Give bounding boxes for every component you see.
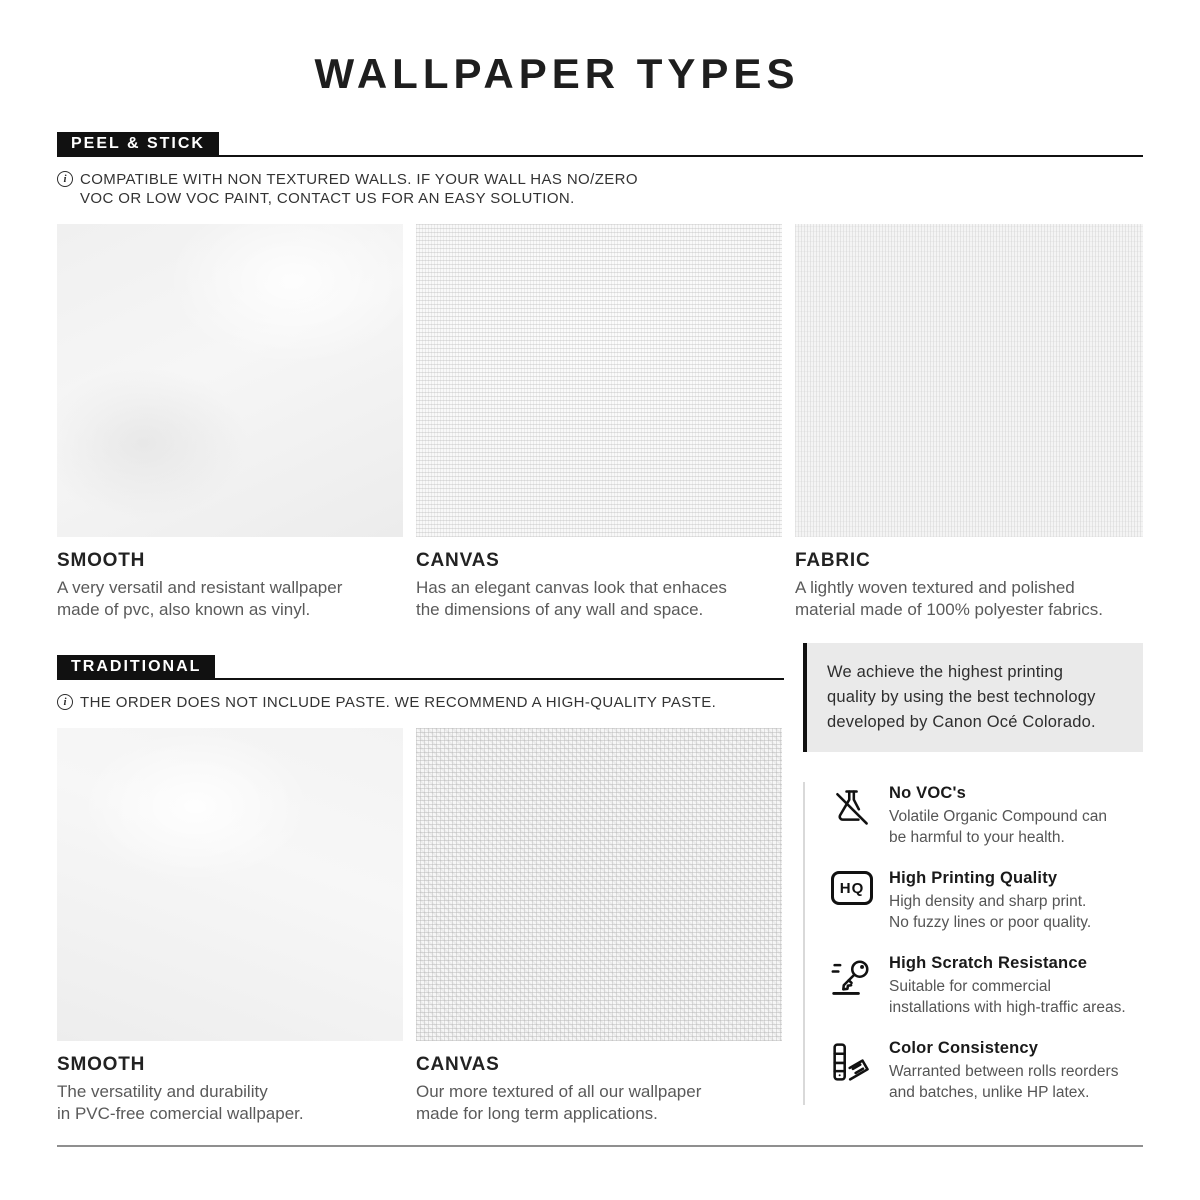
traditional-note (57, 693, 784, 712)
info-icon: i (57, 171, 73, 187)
desc-line: No fuzzy lines or poor quality. (889, 914, 1092, 931)
quote-line: We achieve the highest printing (827, 663, 1064, 681)
quote-line: developed by Canon Océ Colorado. (827, 713, 1096, 731)
feature-color-consistency (831, 1039, 1143, 1103)
smooth-texture-image (57, 728, 403, 1041)
desc-line: Warranted between rolls reorders (889, 1063, 1119, 1080)
feature-description (889, 1061, 1118, 1103)
canvas-texture-image (416, 728, 782, 1041)
no-voc-flask-icon (831, 784, 877, 848)
traditional-badge: TRADITIONAL (57, 655, 215, 680)
desc-line: The versatility and durability (57, 1082, 268, 1101)
feature-list (803, 782, 1143, 1105)
feature-description (889, 891, 1091, 933)
color-swatch-fan-icon (831, 1039, 877, 1103)
feature-high-printing-quality (831, 869, 1143, 933)
bottom-divider (57, 1145, 1143, 1147)
printing-quality-quote (803, 643, 1143, 752)
note-text (80, 693, 716, 712)
peel-stick-swatch-row (57, 224, 1143, 621)
title-wrap (57, 50, 1057, 98)
desc-line: installations with high-traffic areas. (889, 999, 1126, 1016)
hq-badge-icon (831, 869, 877, 933)
peel-stick-badge: PEEL & STICK (57, 132, 219, 157)
feature-title: High Scratch Resistance (889, 954, 1088, 972)
header-rule (219, 155, 1143, 157)
note-line: VOC OR LOW VOC PAINT, CONTACT US FOR AN EASY SOLUTION. (80, 190, 575, 207)
feature-no-vocs (831, 784, 1143, 848)
traditional-swatch-row (57, 728, 784, 1125)
feature-body (877, 784, 1107, 848)
feature-description (889, 976, 1126, 1018)
info-icon: i (57, 694, 73, 710)
desc-line: Our more textured of all our wallpaper (416, 1082, 702, 1101)
desc-line: A very versatil and resistant wallpaper (57, 578, 343, 597)
section-header-traditional (57, 655, 784, 680)
swatch-smooth (57, 224, 403, 621)
swatch-name: SMOOTH (57, 1054, 146, 1075)
swatch-fabric (795, 224, 1143, 621)
note-line: THE ORDER DOES NOT INCLUDE PASTE. WE RECOMMEND A HIGH-QUALITY PASTE. (80, 694, 717, 711)
feature-description (889, 806, 1107, 848)
note-text (80, 170, 638, 208)
swatch-name: CANVAS (416, 1054, 500, 1075)
feature-body (877, 954, 1126, 1018)
note-line: COMPATIBLE WITH NON TEXTURED WALLS. IF YOUR WALL HAS NO/ZERO (80, 171, 638, 188)
desc-line: in PVC-free comercial wallpaper. (57, 1104, 304, 1123)
canvas-texture-image (416, 224, 782, 537)
desc-line: and batches, unlike HP latex. (889, 1084, 1090, 1101)
desc-line: the dimensions of any wall and space. (416, 600, 704, 619)
fabric-texture-image (795, 224, 1143, 537)
swatch-canvas (416, 224, 782, 621)
desc-line: made of pvc, also known as vinyl. (57, 600, 311, 619)
smooth-texture-image (57, 224, 403, 537)
swatch-description (416, 577, 782, 621)
feature-title: High Printing Quality (889, 869, 1058, 887)
desc-line: Suitable for commercial (889, 978, 1051, 995)
desc-line: Has an elegant canvas look that enhaces (416, 578, 727, 597)
peel-stick-note (57, 170, 1143, 208)
swatch-name: CANVAS (416, 550, 500, 571)
feature-title: Color Consistency (889, 1039, 1039, 1057)
feature-body (877, 869, 1091, 933)
swatch-smooth-traditional (57, 728, 403, 1125)
swatch-name: FABRIC (795, 550, 871, 571)
swatch-name: SMOOTH (57, 550, 146, 571)
desc-line: A lightly woven textured and polished (795, 578, 1075, 597)
desc-line: Volatile Organic Compound can (889, 808, 1107, 825)
lower-area (57, 621, 1143, 1125)
page-title: WALLPAPER TYPES (314, 50, 800, 97)
traditional-section (57, 621, 784, 1125)
header-rule (215, 678, 784, 680)
feature-title: No VOC's (889, 784, 967, 802)
swatch-description (795, 577, 1143, 621)
desc-line: High density and sharp print. (889, 893, 1087, 910)
swatch-canvas-traditional (416, 728, 782, 1125)
section-header-peel-stick (57, 132, 1143, 157)
swatch-description (416, 1081, 782, 1125)
swatch-description (57, 577, 403, 621)
feature-body (877, 1039, 1118, 1103)
hq-label: HQ (831, 871, 873, 905)
scratch-key-icon (831, 954, 877, 1018)
swatch-description (57, 1081, 403, 1125)
desc-line: be harmful to your health. (889, 829, 1065, 846)
desc-line: made for long term applications. (416, 1104, 658, 1123)
desc-line: material made of 100% polyester fabrics. (795, 600, 1104, 619)
quote-line: quality by using the best technology (827, 688, 1096, 706)
feature-high-scratch-resistance (831, 954, 1143, 1018)
printing-info-panel (803, 621, 1143, 1105)
